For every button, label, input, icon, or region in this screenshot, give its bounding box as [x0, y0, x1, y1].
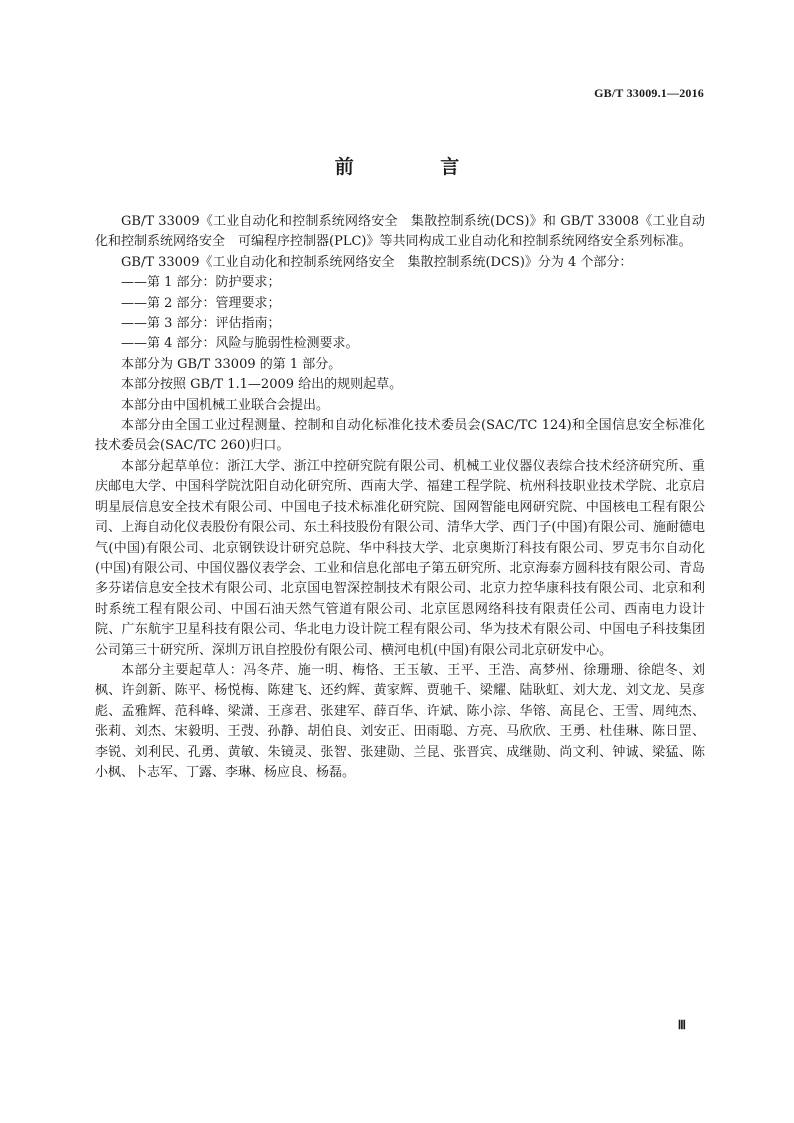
paragraph-drafting-organizations: 本部分起草单位：浙江大学、浙江中控研究院有限公司、机械工业仪器仪表综合技术经济研究所、重庆邮电大学、中国科学院沈阳自动化研究所、西南大学、福建工程学院、杭州科技职业技术学院、北京启明星辰信息安全技术有限公司、中国电子技术标准化研究院、国网智能电网研究院、中国核电工程有限公司、上海自动化仪表股份有限公司、东土科技股份有限公司、清华大学、西门子(中国)有限公司、施耐德电气(中国)有限公司、北京钢铁设计研究总院、华中科技大学、北京奥斯汀科技有限公司、罗克韦尔自动化(中国)有限公司、中国仪器仪表学会、工业和信息化部电子第五研究所、北京海泰方圆科技有限公司、青岛多芬诺信息安全技术有限公司、北京国电智深控制技术有限公司、北京力控华康科技有限公司、北京和利时系统工程有限公司、中国石油天然气管道有限公司、北京匡恩网络科技有限责任公司、西南电力设计院、广东航宇卫星科技有限公司、华北电力设计院工程有限公司、华为技术有限公司、中国电子科技集团公司第三十研究所、深圳万讯自控股份有限公司、横河电机(中国)有限公司北京研发中心。 — [95, 458, 705, 658]
list-item-part-3: ——第 3 部分：评估指南； — [121, 316, 281, 332]
paragraph-jurisdiction: 本部分由全国工业过程测量、控制和自动化标准化技术委员会(SAC/TC 124)和全国信息安全标准化技术委员会(SAC/TC 260)归口。 — [95, 418, 705, 454]
page-number: Ⅲ — [677, 1018, 686, 1032]
page-title: 前 言 — [334, 156, 500, 178]
paragraph-part-number: 本部分为 GB/T 33009 的第 1 部分。 — [121, 356, 342, 372]
paragraph-parts-intro: GB/T 33009《工业自动化和控制系统网络安全 集散控制系统(DCS)》分为 4 个部分： — [121, 254, 633, 270]
paragraph-proposed-by: 本部分由中国机械工业联合会提出。 — [121, 397, 330, 413]
list-item-part-2: ——第 2 部分：管理要求； — [121, 295, 281, 311]
list-item-part-1: ——第 1 部分：防护要求； — [121, 275, 281, 291]
paragraph-drafters: 本部分主要起草人：冯冬芹、施一明、梅恪、王玉敏、王平、王浩、高梦州、徐珊珊、徐皑冬、刘枫、许剑新、陈平、杨悦梅、陈建飞、还约辉、黄家辉、贾驰千、梁耀、陆耿虹、刘大龙、刘文龙、吴彦彪、孟雅辉、范科峰、梁潇、王彦君、张建军、薛百华、许斌、陈小淙、华镕、高昆仑、王雪、周纯杰、张莉、刘杰、宋毅明、王弢、孙静、胡伯良、刘安正、田雨聪、方亮、马欣欣、王勇、杜佳琳、陈日罡、李锐、刘利民、孔勇、黄敏、朱镜灵、张智、张建勋、兰昆、张晋宾、成继勋、尚文利、钟诚、梁猛、陈小枫、卜志军、丁露、李琳、杨应良、杨磊。 — [95, 662, 705, 780]
foreword-body — [95, 212, 705, 783]
paragraph-series-intro: GB/T 33009《工业自动化和控制系统网络安全 集散控制系统(DCS)》和 GB/T 33008《工业自动化和控制系统网络安全 可编程序控制器(PLC)》等共同构成工业自动化和控制系统网络安全系列标准。 — [95, 214, 705, 250]
standard-number: GB/T 33009.1—2016 — [594, 86, 704, 100]
paragraph-drafting-rules: 本部分按照 GB/T 1.1—2009 给出的规则起草。 — [121, 377, 403, 393]
list-item-part-4: ——第 4 部分：风险与脆弱性检测要求。 — [121, 336, 359, 352]
